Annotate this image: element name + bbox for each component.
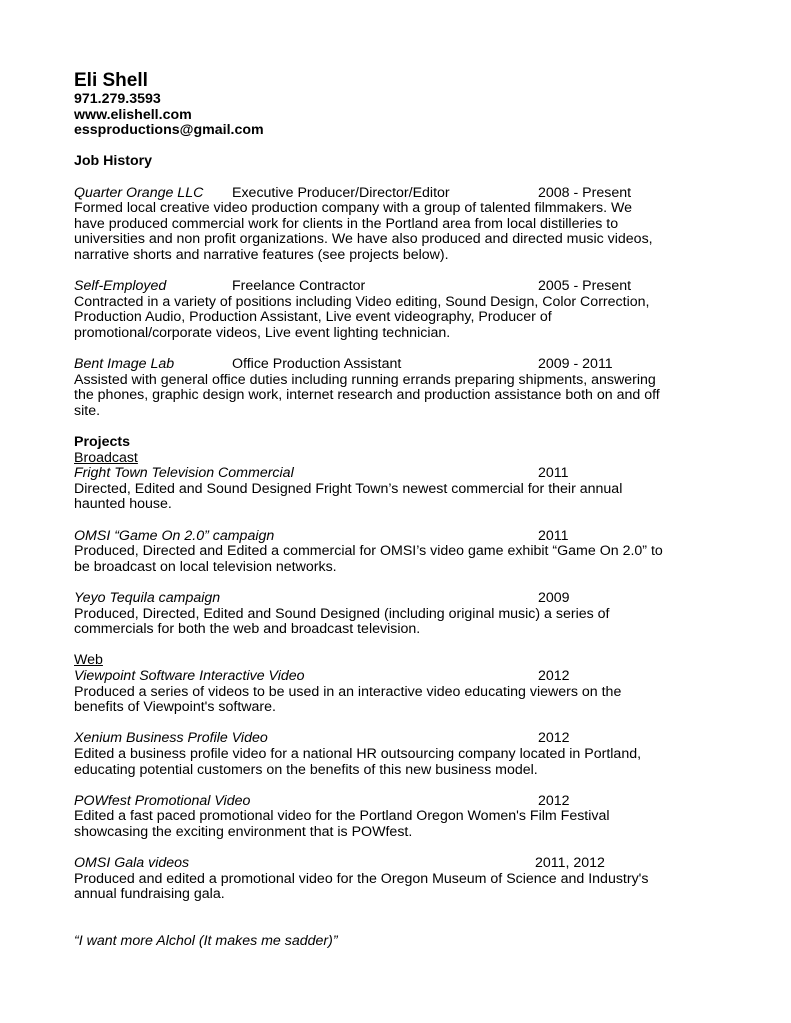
job-header-row [74, 279, 734, 295]
job-role: Office Production Assistant [232, 356, 402, 373]
job-description-line: Formed local creative video production company with a group of talented filmmakers. We [74, 200, 633, 217]
project-year: 2011 [538, 527, 569, 544]
project-description-line: benefits of Viewpoint's software. [74, 699, 276, 716]
job-description-line: Assisted with general office duties including running errands preparing shipments, answering [74, 371, 656, 388]
project-header-row [74, 529, 734, 545]
project-title: Yeyo Tequila campaign [74, 590, 221, 606]
job-description-line: Production Audio, Production Assistant, Live event videography, Producer of [74, 309, 552, 326]
project-header-row [74, 794, 734, 810]
project-description-line: educating potential customers on the benefits of this new business model. [74, 761, 538, 778]
job-description-line: promotional/corporate videos, Live event lighting technician. [74, 324, 451, 341]
project-description-line: annual fundraising gala. [74, 886, 225, 903]
job-description-line: have produced commercial work for clients in the Portland area from local distilleries to [74, 215, 619, 232]
project-header-row [74, 856, 734, 872]
project-description-line: Produced and edited a promotional video for the Oregon Museum of Science and Industry's [74, 870, 649, 887]
job-company: Self-Employed [74, 278, 167, 295]
job-description-line: Contracted in a variety of positions including Video editing, Sound Design, Color Correction, [74, 293, 650, 310]
project-header-row [74, 669, 734, 685]
project-year: 2011, 2012 [535, 855, 605, 872]
job-dates: 2008 - Present [538, 184, 632, 201]
resume-name: Eli Shell [74, 70, 148, 91]
project-year: 2012 [538, 792, 570, 809]
job-description-line: universities and non profit organizations. We have also produced and directed music videos, [74, 231, 653, 248]
job-description-line: narrative shorts and narrative features (see projects below). [74, 246, 449, 263]
project-title: Viewpoint Software Interactive Video [74, 667, 305, 684]
project-description-line: Produced a series of videos to be used in an interactive video educating viewers on the [74, 683, 622, 700]
project-entry [74, 466, 734, 513]
project-header-row [74, 591, 734, 607]
job-role: Executive Producer/Director/Editor [232, 184, 450, 201]
closing-quote: “I want more Alchol (It makes me sadder)” [74, 933, 338, 950]
project-description-line: showcasing the exciting environment that is POWfest. [74, 823, 413, 840]
project-description-line: Edited a fast paced promotional video for the Portland Oregon Women's Film Festival [74, 808, 610, 825]
email-link[interactable]: essproductions@gmail.com [74, 122, 264, 139]
project-year: 2009 [538, 590, 570, 606]
project-description-line: Produced, Directed, Edited and Sound Designed (including original music) a series of [74, 605, 610, 622]
project-description-line: commercials for both the web and broadcast television. [74, 621, 421, 638]
project-description-line: haunted house. [74, 496, 172, 513]
project-entry [74, 731, 734, 778]
job-header-row [74, 186, 734, 202]
project-title: Xenium Business Profile Video [74, 730, 268, 747]
web-subheading: Web [74, 652, 103, 669]
job-description-line: the phones, graphic design work, internet research and production assistance both on and off [74, 387, 660, 404]
project-title: Fright Town Television Commercial [74, 465, 294, 482]
job-entry [74, 357, 734, 419]
resume-page [74, 70, 734, 950]
project-entry [74, 669, 734, 716]
project-entry [74, 529, 734, 576]
project-title: OMSI Gala videos [74, 855, 190, 872]
project-title: POWfest Promotional Video [74, 792, 251, 809]
phone-number: 971.279.3593 [74, 91, 161, 107]
job-company: Bent Image Lab [74, 356, 175, 373]
projects-heading: Projects [74, 434, 130, 451]
project-description-line: Produced, Directed and Edited a commercial for OMSI’s video game exhibit “Game On 2.0” to [74, 543, 663, 560]
job-history-heading: Job History [74, 153, 153, 170]
project-description-line: Edited a business profile video for a national HR outsourcing company located in Portland, [74, 745, 642, 762]
job-dates: 2009 - 2011 [538, 356, 613, 373]
project-year: 2012 [538, 730, 570, 747]
job-entry [74, 186, 734, 264]
broadcast-subheading: Broadcast [74, 449, 138, 466]
project-header-row [74, 466, 734, 482]
project-year: 2012 [538, 667, 570, 684]
project-entry [74, 591, 734, 638]
job-entry [74, 279, 734, 341]
project-year: 2011 [538, 465, 569, 482]
project-header-row [74, 731, 734, 747]
job-header-row [74, 357, 734, 373]
project-title: OMSI “Game On 2.0” campaign [74, 527, 275, 544]
website-link[interactable]: www.elishell.com [74, 106, 192, 123]
job-company: Quarter Orange LLC [74, 184, 204, 201]
project-entry [74, 856, 734, 903]
job-description-line: site. [74, 402, 101, 419]
project-entry [74, 794, 734, 841]
project-description-line: Directed, Edited and Sound Designed Fright Town’s newest commercial for their annual [74, 480, 623, 497]
job-dates: 2005 - Present [538, 278, 632, 295]
job-role: Freelance Contractor [232, 278, 366, 295]
project-description-line: be broadcast on local television networks. [74, 558, 337, 575]
